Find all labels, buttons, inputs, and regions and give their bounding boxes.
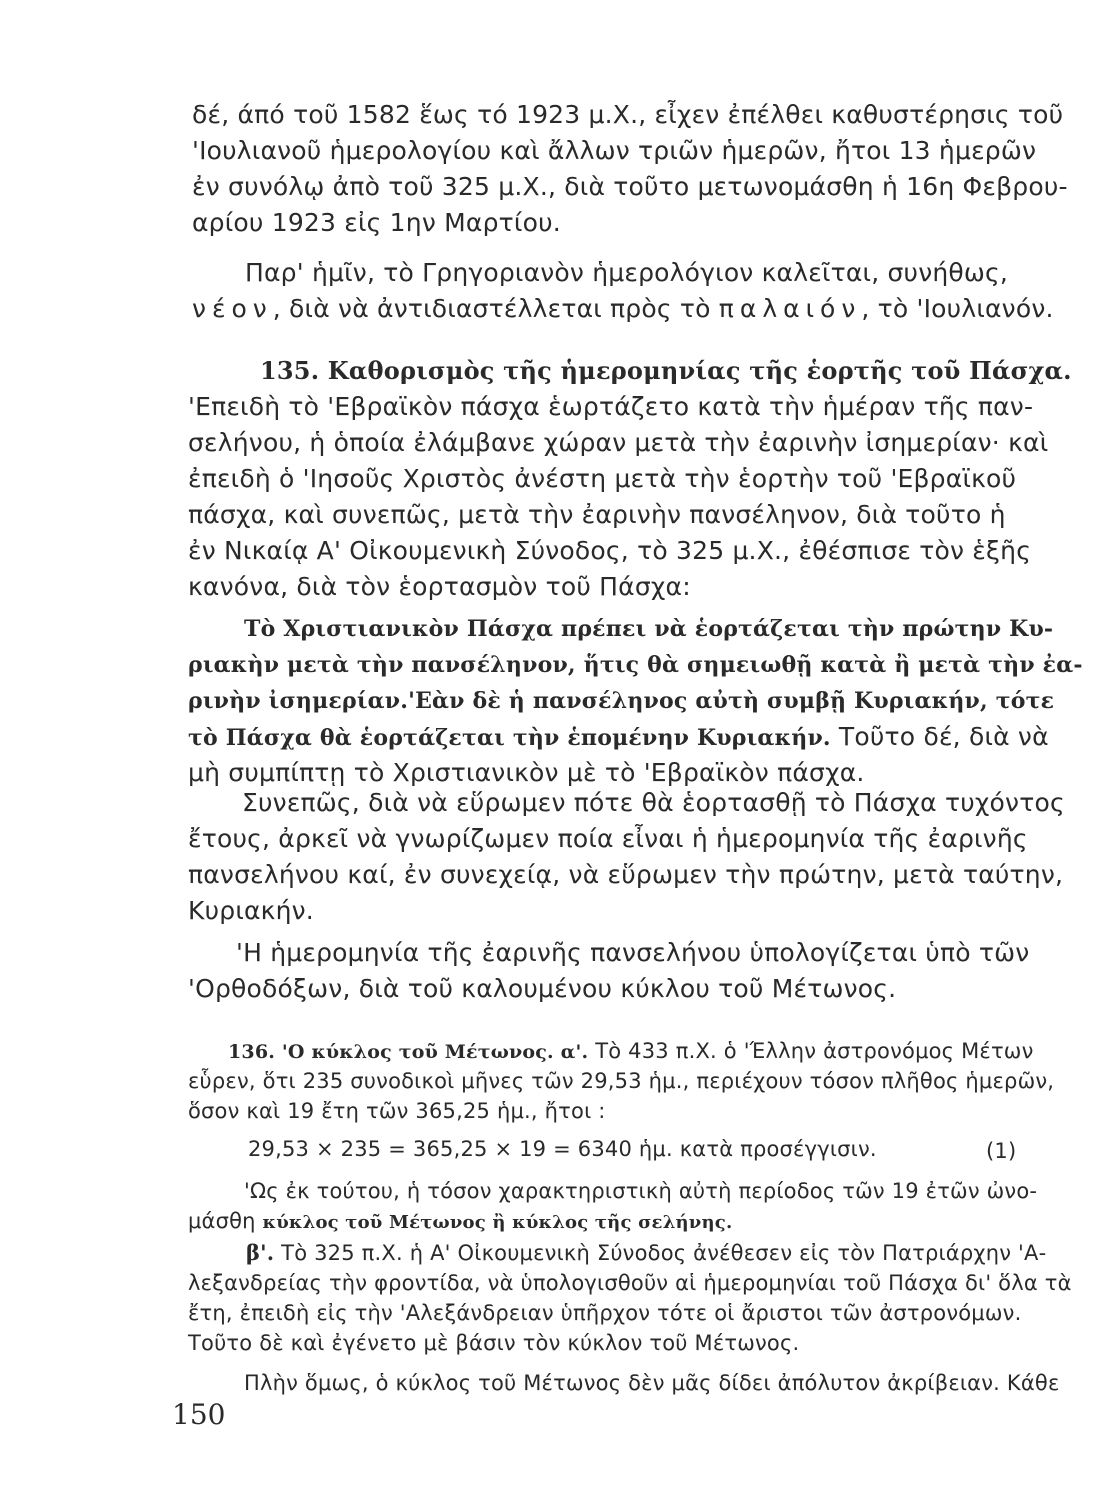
text-line bbox=[188, 722, 1049, 753]
equation-label: (1) bbox=[986, 1139, 1017, 1163]
spaced-word: παλαιόν bbox=[718, 294, 862, 323]
text-line bbox=[246, 1240, 1046, 1266]
text-line: ἐν συνόλῳ ἀπὸ τοῦ 325 μ.Χ., διὰ τοῦτο μετωνομάσθη ἡ 16η Φεβρου- bbox=[192, 172, 1068, 201]
list-label: β'. bbox=[246, 1240, 275, 1265]
text-span: , τὸ 'Ιουλιανόν. bbox=[861, 294, 1054, 323]
text-line bbox=[228, 1038, 1034, 1065]
text-line: ἔτη, ἐπειδὴ εἰς τὴν 'Αλεξάνδρειαν ὑπῆρχον τότε οἱ ἄριστοι τῶν ἀστρονόμων. bbox=[188, 1301, 1022, 1325]
text-span: Τὸ 433 π.Χ. ὁ 'Έλλην ἀστρονόμος Μέτων bbox=[588, 1039, 1034, 1063]
text-span: , διὰ νὰ ἀντιδιαστέλλεται πρὸς τὸ bbox=[272, 294, 711, 323]
section-heading-135: 135. Καθορισμὸς τῆς ἡμερομηνίας τῆς ἑορτῆς τοῦ Πάσχα. bbox=[260, 356, 1072, 385]
text-line: 'Επειδὴ τὸ 'Εβραϊκὸν πάσχα ἑωρτάζετο κατὰ τὴν ἡμέραν τῆς παν- bbox=[188, 392, 1034, 421]
text-line: ἔτους, ἀρκεῖ νὰ γνωρίζωμεν ποία εἶναι ἡ ἡμερομηνία τῆς ἐαρινῆς bbox=[188, 824, 1028, 853]
text-line: ὅσον καὶ 19 ἔτη τῶν 365,25 ἡμ., ἤτοι : bbox=[188, 1099, 606, 1123]
text-line: Κυριακήν. bbox=[188, 896, 314, 925]
text-line: αρίου 1923 εἰς 1ην Μαρτίου. bbox=[192, 208, 561, 237]
text-line bbox=[192, 294, 1054, 324]
bold-term: κύκλος τοῦ Μέτωνος ἢ κύκλος τῆς σελήνης. bbox=[262, 1212, 733, 1233]
text-line: δέ, άπό τοῦ 1582 ἕως τό 1923 μ.Χ., εἶχεν ἐπέλθει καθυστέρησις τοῦ bbox=[192, 100, 1064, 129]
text-line: Παρ' ἡμῖν, τὸ Γρηγοριανὸν ἡμερολόγιον καλεῖται, συνήθως, bbox=[245, 258, 1009, 287]
spaced-word: νέον bbox=[192, 294, 273, 323]
text-span: Τὸ 325 π.Χ. ἡ Α' Οἰκουμενικὴ Σύνοδος ἀνέθεσεν εἰς τὸν Πατριάρχην 'Α- bbox=[274, 1241, 1047, 1265]
text-line: Συνεπῶς, διὰ νὰ εὕρωμεν πότε θὰ ἑορτασθῇ τὸ Πάσχα τυχόντος bbox=[242, 788, 1065, 817]
text-line: εὗρεν, ὅτι 235 συνοδικοὶ μῆνες τῶν 29,53 ἡμ., περιέχουν τόσον πλῆθος ἡμερῶν, bbox=[188, 1069, 1055, 1093]
rule-text: τὸ Πάσχα θὰ ἑορτάζεται τὴν ἑπομένην Κυριακήν. bbox=[188, 725, 831, 751]
text-line: σελήνου, ἡ ὁποία ἐλάμβανε χώραν μετὰ τὴν ἐαρινὴν ἰσημερίαν· καὶ bbox=[188, 428, 1049, 457]
text-line: κανόνα, διὰ τὸν ἑορτασμὸν τοῦ Πάσχα: bbox=[188, 572, 691, 601]
text-line: 'Ορθοδόξων, διὰ τοῦ καλουμένου κύκλου τοῦ Μέτωνος. bbox=[188, 974, 897, 1003]
text-line: μὴ συμπίπτῃ τὸ Χριστιανικὸν μὲ τὸ 'Εβραϊκὸν πάσχα. bbox=[188, 758, 865, 787]
text-line: λεξανδρείας τὴν φροντίδα, νὰ ὑπολογισθοῦν αἱ ἡμερομηνίαι τοῦ Πάσχα δι' ὅλα τὰ bbox=[188, 1271, 1072, 1295]
text-span: μάσθη bbox=[188, 1209, 263, 1233]
text-line: πανσελήνου καί, ἐν συνεχείᾳ, νὰ εὕρωμεν τὴν πρώτην, μετὰ ταύτην, bbox=[188, 860, 1064, 889]
text-line: Τοῦτο δὲ καὶ ἐγένετο μὲ βάσιν τὸν κύκλον τοῦ Μέτωνος. bbox=[188, 1331, 800, 1355]
text-span: Τοῦτο δέ, διὰ νὰ bbox=[830, 722, 1049, 751]
equation: 29,53 × 235 = 365,25 × 19 = 6340 ἡμ. κατὰ προσέγγισιν. bbox=[248, 1137, 877, 1161]
text-line: ἐπειδὴ ὁ 'Ιησοῦς Χριστὸς ἀνέστη μετὰ τὴν ἑορτὴν τοῦ 'Εβραϊκοῦ bbox=[188, 464, 1017, 493]
text-line: 'Ως ἐκ τούτου, ἡ τόσον χαρακτηριστικὴ αὐτὴ περίοδος τῶν 19 ἐτῶν ὠνο- bbox=[244, 1179, 1038, 1203]
page-number: 150 bbox=[172, 1398, 226, 1431]
text-line: 'Η ἡμερομηνία τῆς ἐαρινῆς πανσελήνου ὑπολογίζεται ὑπὸ τῶν bbox=[236, 938, 1030, 967]
text-line: πάσχα, καὶ συνεπῶς, μετὰ τὴν ἐαρινὴν πανσέληνον, διὰ τοῦτο ἡ bbox=[188, 500, 1006, 529]
rule-text: ριακὴν μετὰ τὴν πανσέληνον, ἥτις θὰ σημειωθῇ κατὰ ἢ μετὰ τὴν ἐα- bbox=[188, 652, 1083, 678]
section-heading-136: 136. 'Ο κύκλος τοῦ Μέτωνος. α'. bbox=[228, 1041, 589, 1063]
text-line bbox=[188, 1208, 732, 1236]
text-line: ἐν Νικαίᾳ Α' Οἰκουμενικὴ Σύνοδος, τὸ 325 μ.Χ., ἐθέσπισε τὸν ἑξῆς bbox=[188, 536, 1032, 565]
text-line: Πλὴν ὅμως, ὁ κύκλος τοῦ Μέτωνος δὲν μᾶς δίδει ἀπόλυτον ἀκρίβειαν. Κάθε bbox=[244, 1371, 1060, 1395]
rule-text: ρινὴν ἰσημερίαν.'Εὰν δὲ ἡ πανσέληνος αὐτὴ συμβῇ Κυριακήν, τότε bbox=[188, 688, 1055, 714]
rule-text: Τὸ Χριστιανικὸν Πάσχα πρέπει νὰ ἑορτάζεται τὴν πρώτην Κυ- bbox=[244, 616, 1054, 642]
text-line: 'Ιουλιανοῦ ἡμερολογίου καὶ ἄλλων τριῶν ἡμερῶν, ἤτοι 13 ἡμερῶν bbox=[192, 136, 1037, 165]
